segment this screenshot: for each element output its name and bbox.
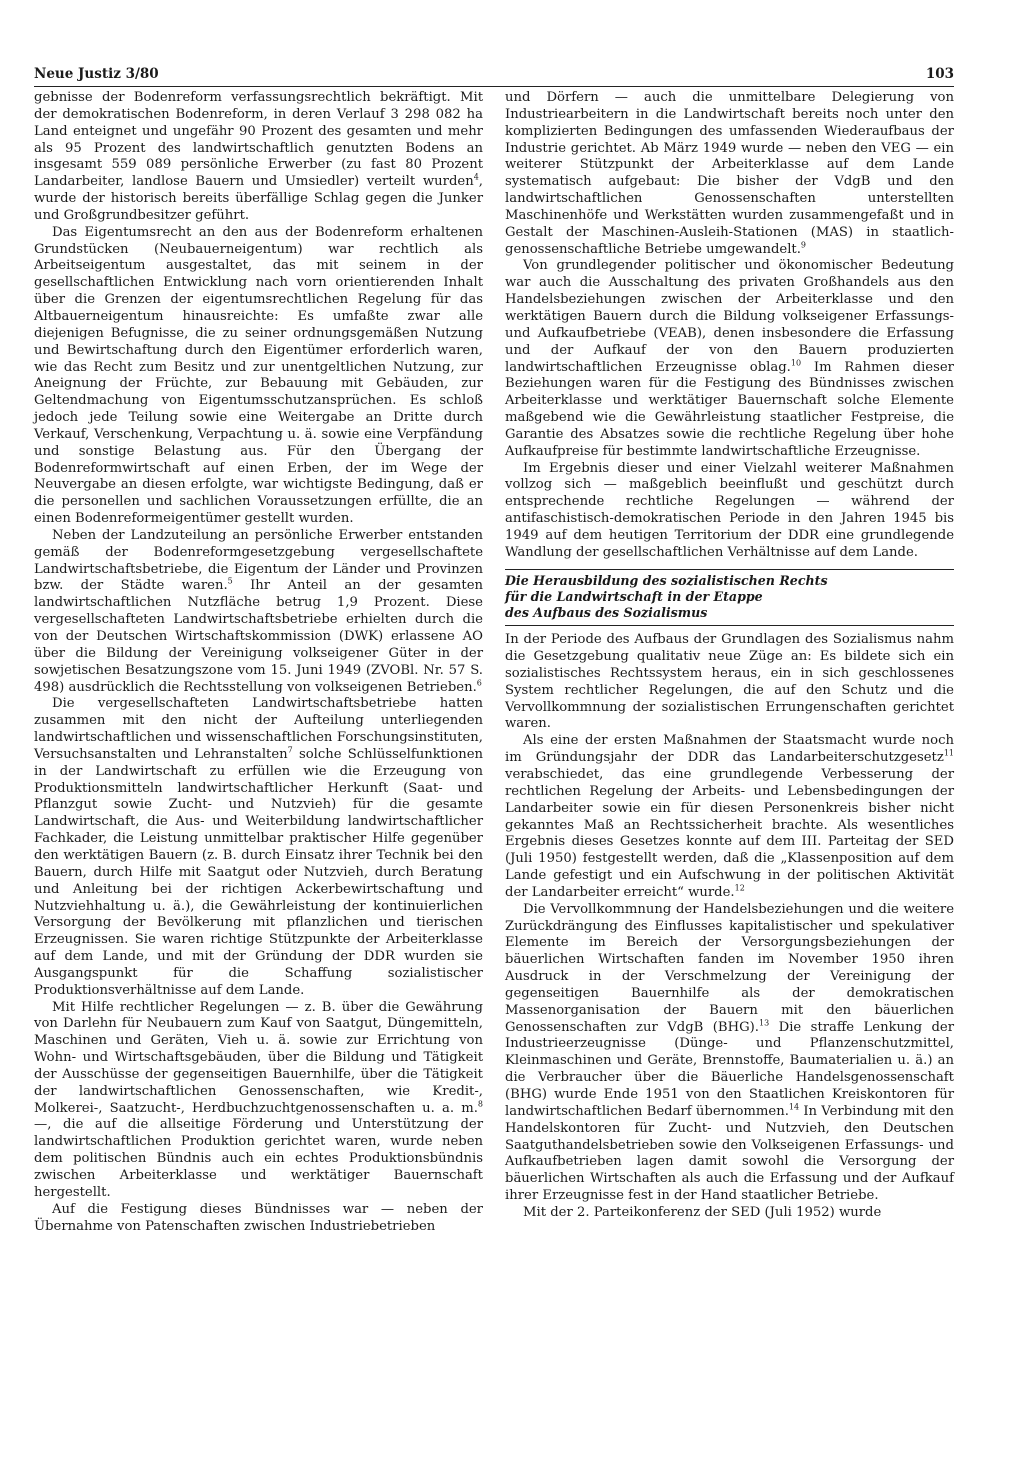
left-column [34,90,483,1235]
body-paragraph [34,1000,483,1202]
paragraph-text: Im Ergebnis dieser und einer Vielzahl weiterer Maßnahmen vollzog sich — maßgeblich beeinflußt und geschützt durch entsprechende rechtliche Regelungen — während der antifaschistisch-demokratischen Periode in den Jahren 1945 bis 1949 auf dem heutigen Territorium der DDR eine grundlegende Wandlung der gesellschaftlichen Verhältnisse auf dem Lande. [505,460,954,560]
footnote-marker: 10 [790,358,802,368]
footnote-marker: 7 [287,745,293,755]
paragraph-text: Neben der Landzuteilung an persönliche Erwerber entstanden gemäß der Bodenreformgesetzgebung vergesellschaftete Landwirtschaftsbetriebe, die Eigentum der Länder und Provinzen bzw. der Städte waren. [34,527,483,594]
page-header [34,66,954,87]
paragraph-text: solche Schlüsselfunktionen in der Landwirtschaft zu erfüllen wie die Erzeugung von Produktionsmitteln landwirtschaftlicher Herkunft (Saat- und Pflanzgut sowie Zucht- und Nutzvieh) für die gesamte Landwirtschaft, die Aus- und Weiterbildung landwirtschaftlicher Fachkader, die Leistung unmittelbar praktischer Hilfe gegenüber den werktätigen Bauern (z. B. durch Einsatz ihrer Technik bei den Bauern, durch Hilfe mit Saatgut oder Nutzvieh, durch Beratung und Anleitung bei der richtigen Ackerbewirtschaftung und Nutzviehhaltung u. ä.), die Gewährleistung der kontinuierlichen Versorgung der Bevölkerung mit pflanzlichen und tierischen Erzeugnissen. Sie waren richtige Stützpunkte der Arbeiterklasse auf dem Lande, und mit der Gründung der DDR wurden sie Ausgangspunkt für die Schaffung sozialistischer Produktionsverhältnisse auf dem Lande. [34,746,484,998]
right-column-upper [505,90,954,562]
paragraph-text: , wurde der historisch bereits überfällige Schlag gegen die Junker und Großgrundbesitzer geführt. [34,174,483,223]
paragraph-text: Als eine der ersten Maßnahmen der Staatsmacht wurde noch im Gründungsjahr der DDR das Landarbeiterschutzgesetz [505,733,954,766]
body-paragraph [34,1202,483,1236]
footnote-marker: 8 [477,1099,483,1109]
body-paragraph [505,90,954,258]
right-column-lower [505,632,954,1222]
right-column [505,90,954,1235]
body-paragraph [34,696,483,999]
body-paragraph [505,258,954,460]
section-heading-line: Die Herausbildung des sozialistischen Rechts [505,572,828,588]
paragraph-text: Die vergesellschafteten Landwirtschaftsbetriebe hatten zusammen mit den nicht der Aufteilung unterliegenden landwirtschaftlichen und wissenschaftlichen Forschungsinstituten, Versuchsanstalten und Lehranstalten [34,696,483,762]
footnote-marker: 5 [227,577,233,587]
body-paragraph [34,90,483,225]
footnote-marker: 4 [473,172,479,182]
paragraph-text: Die Vervollkommnung der Handelsbeziehungen und die weitere Zurückdrängung des Einflusses kapitalistischer und spekulativer Elemente im Bereich der Versorgungsbeziehungen der bäuerlichen Wirtschaften fanden im November 1950 ihren Ausdruck in der Verschmelzung der Vereinigung der gegenseitigen Bauernhilfe als der demokratischen Massenorganisation der Bauern mit den bäuerlichen Genossenschaften zur VdgB (BHG). [505,901,954,1035]
paragraph-text: Im Rahmen dieser Beziehungen waren für die Festigung des Bündnisses zwischen Arbeiterklasse und werktätiger Bauernschaft solche Elemente maßgebend wie die Gewährleistung staatlicher Festpreise, die Garantie des Absatzes sowie die rechtliche Regelung über hohe Aufkaufpreise für bestimmte landwirtschaftliche Erzeugnisse. [505,359,954,459]
body-paragraph [505,902,954,1205]
footnote-marker: 12 [734,883,745,893]
body-paragraph [505,461,954,562]
footnote-marker: 11 [943,748,954,758]
journal-issue: Neue Justiz 3/80 [34,66,159,82]
footnote-marker: 6 [476,678,482,688]
body-paragraph [505,733,954,901]
section-heading [505,569,954,627]
text-columns [34,90,954,1235]
paragraph-text: Ihr Anteil an der gesamten landwirtschaftlichen Nutzfläche betrug 1,9 Prozent. Diese vergesellschafteten Landwirtschaftsbetriebe erhielten durch die von der Deutschen Wirtschaftskommission (DWK) erlassene AO über die Bildung der Vereinigung volkseigener Güter in der sowjetischen Besatzungszone vom 15. Juni 1949 (ZVOBl. Nr. 57 S. 498) ausdrücklich die Rechtsstellung von volkseigenen Betrieben. [34,578,483,695]
paragraph-text: Auf die Festigung dieses Bündnisses war — neben der Übernahme von Patenschaften zwischen Industriebetrieben [34,1201,483,1234]
body-paragraph [505,1205,954,1222]
paragraph-text: Die straffe Lenkung der Industrieerzeugnisse (Dünge- und Pflanzenschutzmittel, Kleinmaschinen und Geräte, Brennstoffe, Baumaterialien u. ä.) an die Verbraucher über die Bäuerliche Handelsgenossenschaft (BHG) wurde Ende 1951 von den Staatlichen Kreiskontoren für landwirtschaftlichen Bedarf übernommen. [505,1019,955,1119]
paragraph-text: Mit Hilfe rechtlicher Regelungen — z. B. über die Gewährung von Darlehn für Neubauern zum Kauf von Saatgut, Düngemitteln, Maschinen und Geräten, Vieh u. ä. sowie zur Errichtung von Wohn- und Wirtschaftsgebäuden, über die Bildung und Tätigkeit der Ausschüsse der gegenseitigen Bauernhilfe, über die Tätigkeit der landwirtschaftlichen Genossenschaften, wie Kredit-, Molkerei-, Saatzucht-, Herdbuchzuchtgenossenschaften u. a. m. [34,999,483,1116]
paragraph-text: In Verbindung mit den Handelskontoren für Zucht- und Nutzvieh, den Deutschen Saatguthandelsbetrieben sowie den Volkseigenen Erfassungs- und Aufkaufbetrieben lagen damit sowohl die Versorgung der bäuerlichen Wirtschaften als auch die Erfassung und der Aufkauf ihrer Erzeugnisse fest in der Hand staatlicher Betriebe. [505,1103,954,1204]
section-heading-line: des Aufbaus des Sozialismus [505,605,708,621]
page-number: 103 [925,66,954,82]
body-paragraph [505,632,954,733]
paragraph-text: Von grundlegender politischer und ökonomischer Bedeutung war auch die Ausschaltung des privaten Großhandels aus den Handelsbeziehungen zwischen der Arbeiterklasse und den werktätigen Bauern durch die Bildung volkseigener Erfassungs- und Aufkaufbetriebe (VEAB), denen insbesondere die Erfassung und der Aufkauf der von den Bauern produzierten landwirtschaftlichen Erzeugnisse oblag. [505,258,954,375]
paragraph-text: gebnisse der Bodenreform verfassungsrechtlich bekräftigt. Mit der demokratischen Bodenreform, in deren Verlauf 3 298 082 ha Land enteignet und ungefähr 90 Prozent des gesamten und mehr als 95 Prozent des landwirtschaftlich genutzten Bodens an insgesamt 559 089 persönliche Erwerber (zu fast 80 Prozent Landarbeiter, landlose Bauern und Umsiedler) verteilt wurden [34,90,483,190]
footnote-marker: 9 [800,240,807,250]
body-paragraph [34,528,483,696]
paragraph-text: In der Periode des Aufbaus der Grundlagen des Sozialismus nahm die Gesetzgebung qualitativ neue Züge an: Es bildete sich ein sozialistisches Rechtssystem heraus, ein in sich geschlossenes System rechtlicher Regelungen, die auf den Schutz und die Vervollkommnung der sozialistischen Errungenschaften gerichtet waren. [505,632,954,732]
paragraph-text: Das Eigentumsrecht an den aus der Bodenreform erhaltenen Grundstücken (Neubauerneigentum) war rechtlich als Arbeitseigentum ausgestaltet, das mit seinem in der gesellschaftlichen Entwicklung nach vorn orientierenden Inhalt über die Grenzen der eigentumsrechtlichen Regelung für das Altbauerneigentum hinausreichte: Es umfaßte zwar alle diejenigen Befugnisse, die zu seiner ordnungsgemäßen Nutzung und Bewirtschaftung durch den Eigentümer erforderlich waren, wie das Recht zum Besitz und zur unentgeltlichen Nutzung, zur Aneignung der Früchte, zur Bebauung mit Gebäuden, zur Geltendmachung von Eigentumsschutzansprüchen. Es schloß jedoch jede Teilung sowie eine Weitergabe an Dritte durch Verkauf, Verschenkung, Verpachtung u. ä. sowie eine Verpfändung und sonstige Belastung aus. Für den Übergang der Bodenreformwirtschaft auf einen Erben, der im Wege der Neuvergabe an diesen erfolgte, war wichtigste Bedingung, daß er die personellen und sachlichen Voraussetzungen erfüllte, die an einen Bodenreformeigentümer gestellt wurden. [34,224,483,527]
document-page [34,66,954,1446]
section-heading-line: für die Landwirtschaft in der Etappe [505,588,763,604]
paragraph-text: und Dörfern — auch die unmittelbare Delegierung von Industriearbeitern in die Landwirtschaft bereits noch unter den komplizierten Bedingungen des umfassenden Wiederaufbaus der Industrie gerichtet. Ab März 1949 wurde — neben den VEG — ein weiterer Stützpunkt der Arbeiterklasse auf dem Lande systematisch aufgebaut: Die bisher der VdgB und den landwirtschaftlichen Genossenschaften unterstellten Maschinenhöfe und Werkstätten wurden zusammengefaßt und in Gestalt der Maschinen-Ausleih-Stationen (MAS) in staatlich-genossenschaftliche Betriebe umgewandelt. [505,90,954,257]
paragraph-text: —, die auf die allseitige Förderung und Unterstützung der landwirtschaftlichen Produktion gerichtet waren, wurde neben dem politischen Bündnis auch ein echtes Produktionsbündnis zwischen Arbeiterklasse und werktätiger Bauernschaft hergestellt. [34,1117,483,1200]
paragraph-text: Mit der 2. Parteikonferenz der SED (Juli 1952) wurde [523,1204,882,1220]
paragraph-text: verabschiedet, das eine grundlegende Verbesserung der rechtlichen Regelung der Arbeits- und Lebensbedingungen der Landarbeiter sowie ein für diesen Personenkreis bisher nicht gekanntes Maß an Rechtssicherheit brachte. Als wesentliches Ergebnis dieses Gesetzes konnte auf dem III. Parteitag der SED (Juli 1950) festgestellt werden, daß die „Klassenposition auf dem Lande gefestigt und ein Aufschwung in der politischen Aktivität der Landarbeiter erreicht“ wurde. [505,766,954,900]
footnote-marker: 13 [759,1018,770,1028]
body-paragraph [34,225,483,528]
footnote-marker: 14 [788,1102,800,1112]
